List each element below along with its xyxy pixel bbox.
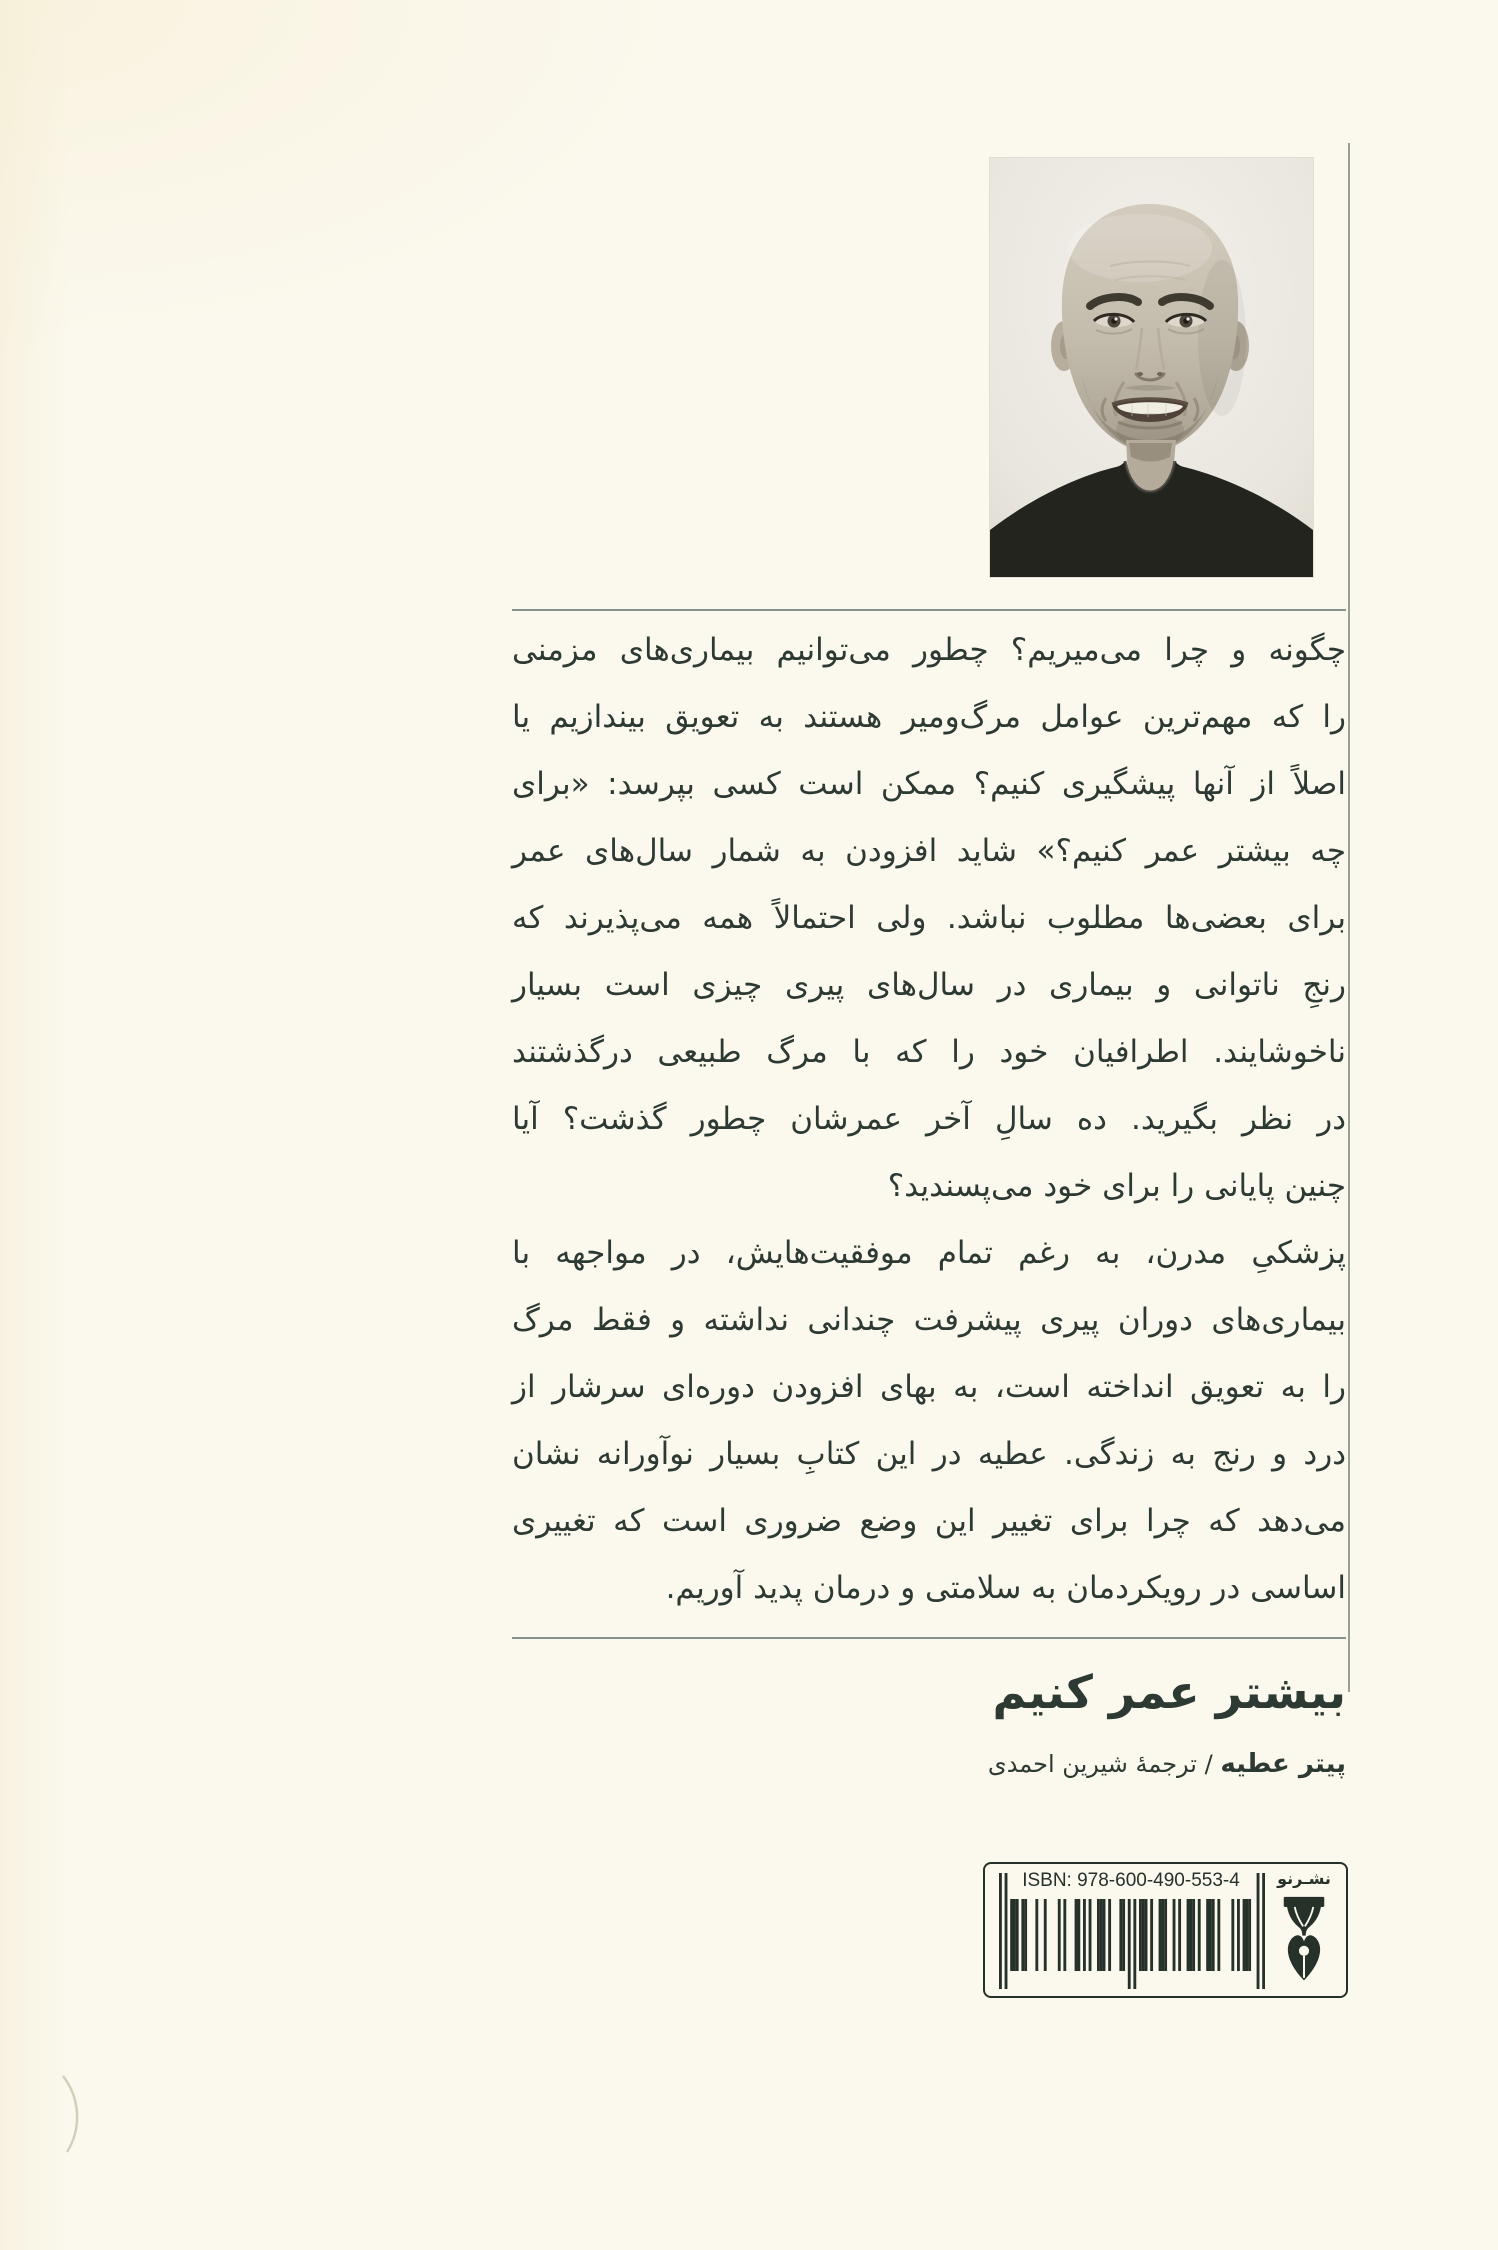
translator-credit: ترجمهٔ شیرین احمدی bbox=[987, 1750, 1197, 1778]
blurb-line: ناخوشایند. اطرافیان خود را که با مرگ طبیعی درگذشتند bbox=[512, 1034, 1346, 1070]
blurb-line: اصلاً از آنها پیشگیری کنیم؟ ممکن است کسی بپرسد: «برای bbox=[512, 766, 1346, 802]
blurb-line: چنین پایانی را برای خود می‌پسندید؟ bbox=[887, 1168, 1346, 1204]
pen-nib-icon bbox=[1277, 1890, 1331, 1988]
blurb-line: را که مهم‌ترین عوامل مرگ‌ومیر هستند به تعویق بیندازیم یا bbox=[512, 699, 1346, 735]
blurb-line: درد و رنج به زندگی. عطیه در این کتابِ بسیار نوآورانه نشان bbox=[512, 1436, 1346, 1472]
blurb-line: را به تعویق انداخته است، به بهای افزودن دوره‌ای سرشار از bbox=[512, 1369, 1346, 1405]
isbn-label: ISBN: 978-600-490-553-4 bbox=[1022, 1870, 1240, 1891]
divider-top bbox=[512, 609, 1346, 611]
blurb bbox=[512, 617, 1346, 1622]
divider-bottom bbox=[512, 1637, 1346, 1639]
blurb-line: اساسی در رویکردمان به سلامتی و درمان پدید آوریم. bbox=[665, 1570, 1346, 1606]
publisher-logo bbox=[1268, 1869, 1340, 1988]
blurb-line: بیماری‌های دوران پیری پیشرفت چندانی نداشته و فقط مرگ bbox=[512, 1302, 1346, 1338]
byline bbox=[512, 1742, 1346, 1786]
publisher-name: نشـرنو bbox=[1277, 1869, 1331, 1888]
blurb-line: رنجِ ناتوانی و بیماری در سال‌های پیری چیزی است بسیار bbox=[512, 967, 1346, 1003]
blurb-line: پزشکیِ مدرن، به رغم تمام موفقیت‌هایش، در مواجهه با bbox=[512, 1235, 1346, 1271]
blurb-line: چه بیشتر عمر کنیم؟» شاید افزودن به شمار سال‌های عمر bbox=[512, 833, 1346, 869]
author-name: پیتر عطیه bbox=[1220, 1749, 1346, 1779]
blurb-line: در نظر بگیرید. ده سالِ آخر عمرشان چطور گذشت؟ آیا bbox=[512, 1101, 1346, 1137]
blurb-line: چگونه و چرا می‌میریم؟ چطور می‌توانیم بیماری‌های مزمنی bbox=[512, 632, 1346, 668]
scan-crease-mark bbox=[55, 2072, 85, 2156]
author-photo bbox=[990, 158, 1313, 577]
spine-rule bbox=[1348, 143, 1350, 1692]
blurb-line: می‌دهد که چرا برای تغییر این وضع ضروری است که تغییری bbox=[512, 1503, 1346, 1539]
portrait-illustration bbox=[990, 158, 1313, 577]
blurb-line: برای بعضی‌ها مطلوب نباشد. ولی احتمالاً همه می‌پذیرند که bbox=[512, 900, 1346, 936]
isbn-barcode-box bbox=[983, 1862, 1348, 1998]
byline-separator: / bbox=[1196, 1750, 1221, 1778]
book-title: بیشتر عمر کنیم bbox=[992, 1665, 1346, 1719]
